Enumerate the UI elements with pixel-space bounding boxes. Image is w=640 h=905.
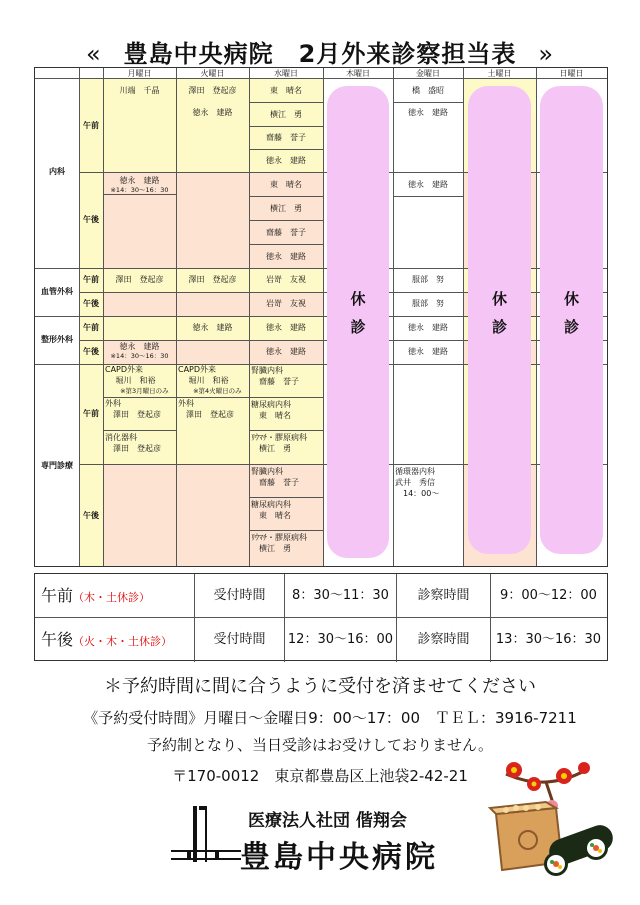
- grid-line: [249, 102, 323, 103]
- grid-line: [103, 68, 104, 566]
- entry-ortho-pm-wed: 徳永 建路: [266, 347, 306, 356]
- corporation-name: 医療法人社団 偕翔会: [248, 811, 407, 831]
- entry-specialty-pm-wed-rheum: ﾘｳﾏﾁ・膠原病科 横江 勇: [251, 533, 307, 553]
- closed-label: 休 診: [491, 290, 507, 336]
- entry-internal-pm-fri: 徳永 建路: [408, 180, 448, 189]
- entry-specialty-pm-wed-diabetes: 糖尿病内科 東 晴名: [251, 500, 291, 520]
- hours-pm-session: 午後: [41, 630, 74, 649]
- session-pm-specialty: 午後: [83, 511, 99, 520]
- hours-am-reception-time: 8：30〜11：30: [285, 574, 397, 618]
- dept-vascular: 血管外科: [41, 287, 73, 296]
- day-header-tue: 火曜日: [176, 68, 249, 79]
- entry-vascular-am-fri: 服部 努: [412, 275, 444, 284]
- grid-line: [393, 196, 463, 197]
- address: 〒170-0012 東京都豊島区上池袋2-42-21: [172, 767, 468, 785]
- grid-line: [536, 68, 537, 566]
- session-pm-internal: 午後: [83, 215, 99, 224]
- entry-vascular-am-wed: 岩嵜 友視: [266, 275, 306, 284]
- hospital-name: 豊島中央病院: [240, 840, 438, 875]
- entry-specialty-am-wed-kidney: 腎臓内科 齋藤 誉子: [251, 366, 299, 386]
- entry-internal-pm-wed-1: 東 晴名: [270, 180, 302, 189]
- hours-pm-reception-time: 12：30〜16：00: [285, 618, 397, 662]
- entry-specialty-am-wed-rheum: ﾘｳﾏﾁ・膠原病科 横江 勇: [251, 433, 307, 453]
- entry-specialty-am-mon-gi: 消化器科 澤田 登起彦: [105, 433, 161, 453]
- entry-internal-pm-mon: 徳永 建路: [119, 176, 160, 185]
- entry-ortho-am-tue: 徳永 建路: [192, 323, 233, 332]
- grid-line: [393, 68, 394, 566]
- walkin-note: 予約制となり、当日受診はお受けしておりません。: [147, 736, 493, 754]
- entry-specialty-am-mon-surgery: 外科 澤田 登起彦: [105, 399, 161, 419]
- day-header-fri: 金曜日: [393, 68, 463, 79]
- entry-internal-pm-wed-3: 齋藤 誉子: [266, 228, 306, 237]
- day-header-thu: 木曜日: [323, 68, 393, 79]
- entry-internal-am-wed-4: 徳永 建路: [266, 156, 306, 165]
- reservation-note: ＊予約時間に間に合うように受付を済ませてください: [104, 676, 536, 697]
- dept-ortho: 整形外科: [41, 335, 73, 344]
- hours-am-session: 午前: [41, 586, 74, 605]
- hours-am-consult-time: 9：00〜12：00: [500, 588, 597, 603]
- hours-pm-consult-label: 診察時間: [397, 618, 491, 662]
- entry-internal-pm-wed-4: 徳永 建路: [266, 252, 306, 261]
- grid-line: [249, 149, 323, 150]
- entry-specialty-am-tue-capd-name: 堀川 和裕: [178, 376, 229, 385]
- reservation-hours: 《予約受付時間》月曜日〜金曜日9：00〜17：00 ＴＥＬ：3916-7211: [83, 709, 577, 727]
- grid-line: [176, 68, 177, 566]
- grid-line: [249, 220, 323, 221]
- grid-line: [103, 430, 176, 431]
- dept-specialty: 専門診療: [41, 461, 73, 470]
- entry-internal-am-wed-3: 齋藤 誉子: [266, 133, 306, 142]
- day-header-mon: 月曜日: [103, 68, 176, 79]
- hours-row-pm: [35, 618, 607, 662]
- title-text: 豊島中央病院 2月外来診察担当表: [123, 40, 517, 68]
- grid-line: [249, 497, 323, 498]
- entry-internal-pm-wed-2: 横江 勇: [270, 204, 302, 213]
- hours-am-label: [35, 574, 195, 618]
- entry-ortho-am-wed: 徳永 建路: [266, 323, 306, 332]
- hours-pm-consult-time: 13：30〜16：30: [495, 632, 602, 647]
- closed-saturday: [468, 86, 531, 554]
- entry-ortho-pm-fri: 徳永 建路: [408, 347, 448, 356]
- entry-vascular-am-mon: 澤田 登起彦: [115, 275, 164, 284]
- session-pm-vascular: 午後: [83, 299, 99, 308]
- entry-specialty-am-mon-capd-name: 堀川 和裕: [105, 376, 156, 385]
- day-header-wed: 水曜日: [249, 68, 323, 79]
- entry-internal-am-tue: 澤田 登起彦 徳永 建路: [188, 86, 237, 117]
- entry-ortho-pm-mon: 徳永 建路: [119, 342, 160, 351]
- day-header-sat: 土曜日: [463, 68, 536, 79]
- hours-pm-closed-note: （火・木・土休診）: [73, 635, 173, 648]
- entry-ortho-am-fri: 徳永 建路: [408, 323, 448, 332]
- closed-label: 休 診: [350, 290, 366, 336]
- session-pm-ortho: 午後: [83, 347, 99, 356]
- entry-specialty-pm-wed-kidney: 腎臓内科 齋藤 誉子: [251, 467, 299, 487]
- dept-column: [35, 68, 79, 566]
- entry-internal-am-fri: 橋 盛昭 徳永 建路: [408, 86, 448, 117]
- grid-line: [323, 68, 324, 566]
- closed-sunday: [540, 86, 603, 554]
- session-am-ortho: 午前: [83, 323, 99, 332]
- page-title: [0, 34, 640, 69]
- entry-internal-am-mon: 川端 千晶: [119, 86, 160, 95]
- hours-pm-label: [35, 618, 195, 662]
- hospital-logo-icon: [165, 806, 245, 866]
- entry-specialty-am-mon-capd: CAPD外来: [105, 365, 144, 374]
- entry-specialty-am-tue-capd: CAPD外来: [178, 365, 217, 374]
- hours-row-am: [35, 574, 607, 618]
- entry-ortho-pm-mon-note: ※14：30〜16：30: [110, 352, 169, 360]
- hours-table: [34, 573, 608, 661]
- day-header-sun: 日曜日: [536, 68, 607, 79]
- closed-thursday: [327, 86, 389, 558]
- closed-label: 休 診: [563, 290, 579, 336]
- grid-line: [35, 78, 608, 79]
- grid-line: [249, 126, 323, 127]
- entry-vascular-am-tue: 澤田 登起彦: [188, 275, 237, 284]
- grid-line: [249, 530, 323, 531]
- grid-line: [249, 430, 323, 431]
- entry-internal-am-wed-1: 東 晴名: [270, 86, 302, 95]
- grid-line: [249, 196, 323, 197]
- hours-am-reception-label: 受付時間: [195, 574, 285, 618]
- grid-line: [249, 244, 323, 245]
- entry-specialty-am-wed-diabetes: 糖尿病内科 東 晴名: [251, 400, 291, 420]
- session-am-internal: 午前: [83, 121, 99, 130]
- hours-am-consult-label: 診察時間: [397, 574, 491, 618]
- entry-specialty-am-tue-surgery: 外科 澤田 登起彦: [178, 399, 234, 419]
- entry-internal-am-wed-2: 横江 勇: [270, 110, 302, 119]
- title-left-quote: «: [85, 40, 102, 68]
- grid-line: [463, 68, 464, 566]
- entry-specialty-am-tue-capd-note: ※第4火曜日のみ: [178, 387, 242, 395]
- entry-specialty-am-mon-capd-note: ※第3月曜日のみ: [105, 387, 169, 395]
- entry-vascular-pm-fri: 服部 努: [412, 299, 444, 308]
- entry-internal-pm-mon-note: ※14：30〜16：30: [110, 186, 169, 194]
- dept-internal: 内科: [49, 167, 65, 176]
- title-right-quote: »: [538, 40, 555, 68]
- entry-vascular-pm-wed: 岩嵜 友視: [266, 299, 306, 308]
- grid-line: [249, 397, 323, 398]
- hours-am-closed-note: （木・土休診）: [73, 591, 151, 604]
- entry-specialty-pm-fri-cardio: 循環器内科 武井 秀信 14：00〜: [395, 467, 440, 498]
- session-am-specialty: 午前: [83, 409, 99, 418]
- setsubun-decoration-icon: [486, 752, 616, 882]
- grid-line: [79, 68, 80, 566]
- hours-pm-reception-label: 受付時間: [195, 618, 285, 662]
- schedule-table: [34, 67, 608, 567]
- session-am-vascular: 午前: [83, 275, 99, 284]
